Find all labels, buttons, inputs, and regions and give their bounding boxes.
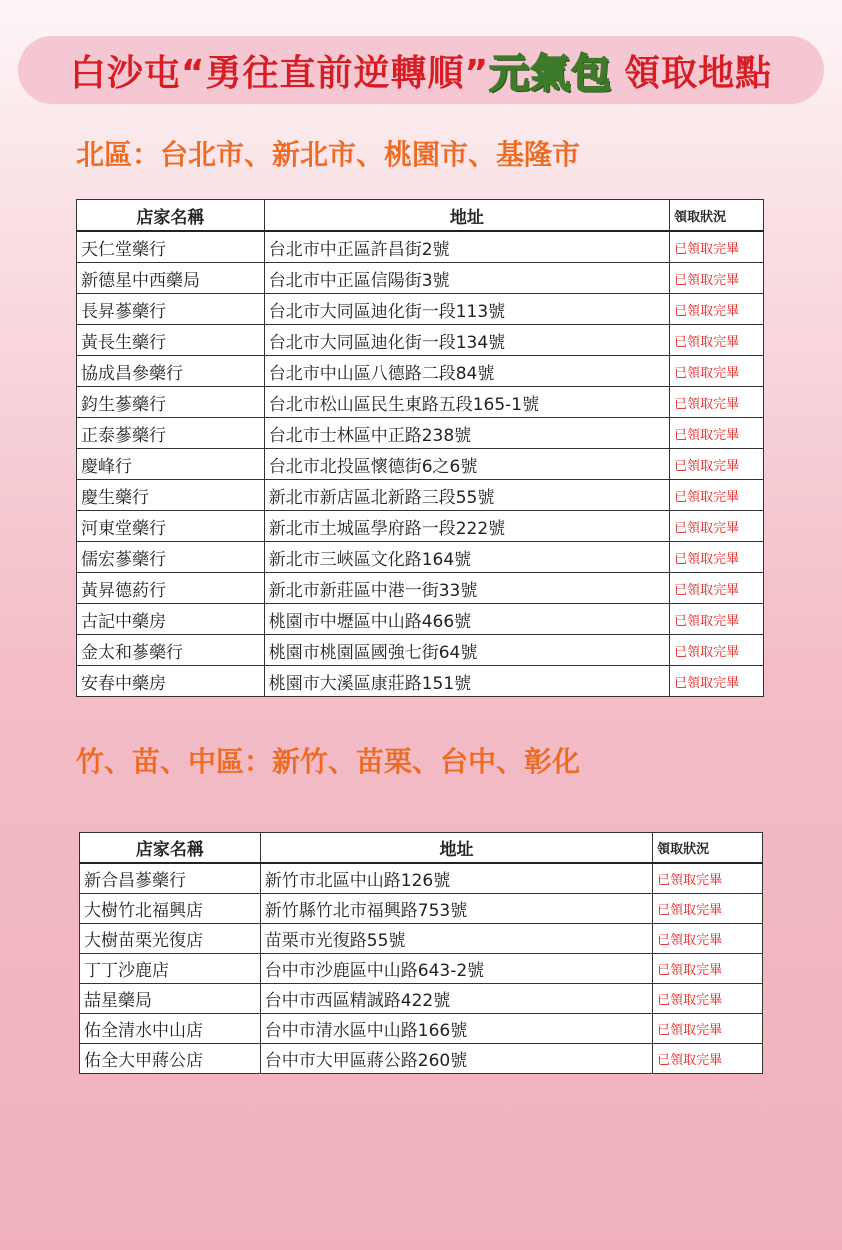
- status-cell: 已領取完畢: [670, 511, 764, 542]
- table-row: [77, 387, 764, 418]
- store-name-cell: 喆星藥局: [80, 984, 261, 1014]
- address-cell: 桃園市桃園區國強七街64號: [264, 635, 669, 666]
- table-row: [77, 356, 764, 387]
- table-row: [80, 863, 763, 894]
- address-cell: 台北市中山區八德路二段84號: [264, 356, 669, 387]
- store-name-cell: 天仁堂藥行: [77, 231, 265, 263]
- store-name-cell: 長昇蔘藥行: [77, 294, 265, 325]
- table-row: [80, 1044, 763, 1074]
- status-cell: 已領取完畢: [653, 1014, 763, 1044]
- table-row: [77, 635, 764, 666]
- address-cell: 新竹縣竹北市福興路753號: [260, 894, 652, 924]
- store-name-cell: 丁丁沙鹿店: [80, 954, 261, 984]
- table-row: [80, 894, 763, 924]
- table-row: [77, 294, 764, 325]
- status-cell: 已領取完畢: [653, 863, 763, 894]
- store-name-cell: 正泰蔘藥行: [77, 418, 265, 449]
- title-prefix: 白沙屯: [69, 52, 181, 94]
- store-name-cell: 河東堂藥行: [77, 511, 265, 542]
- status-cell: 已領取完畢: [670, 356, 764, 387]
- address-cell: 新北市三峽區文化路164號: [264, 542, 669, 573]
- store-name-cell: 古記中藥房: [77, 604, 265, 635]
- address-cell: 台北市中正區許昌街2號: [264, 231, 669, 263]
- address-cell: 台北市北投區懷德街6之6號: [264, 449, 669, 480]
- table-row: [77, 418, 764, 449]
- column-header-address: 地址: [264, 200, 669, 232]
- column-header-status: 領取狀況: [670, 200, 764, 232]
- store-name-cell: 金太和蔘藥行: [77, 635, 265, 666]
- status-cell: 已領取完畢: [670, 449, 764, 480]
- status-cell: 已領取完畢: [653, 984, 763, 1014]
- address-cell: 台北市大同區迪化街一段134號: [264, 325, 669, 356]
- store-name-cell: 慶峰行: [77, 449, 265, 480]
- table-row: [77, 666, 764, 697]
- table-row: [77, 573, 764, 604]
- store-name-cell: 大樹苗栗光復店: [80, 924, 261, 954]
- title-banner: [18, 36, 824, 104]
- store-name-cell: 鈞生蔘藥行: [77, 387, 265, 418]
- column-header-address: 地址: [260, 833, 652, 864]
- table-header-row: [80, 833, 763, 864]
- store-name-cell: 佑全大甲蔣公店: [80, 1044, 261, 1074]
- address-cell: 桃園市中壢區中山路466號: [264, 604, 669, 635]
- column-header-name: 店家名稱: [80, 833, 261, 864]
- status-cell: 已領取完畢: [653, 1044, 763, 1074]
- status-cell: 已領取完畢: [670, 325, 764, 356]
- address-cell: 新竹市北區中山路126號: [260, 863, 652, 894]
- status-cell: 已領取完畢: [670, 573, 764, 604]
- table-header-row: [77, 200, 764, 232]
- table-row: [80, 984, 763, 1014]
- table-row: [77, 325, 764, 356]
- address-cell: 新北市新莊區中港一街33號: [264, 573, 669, 604]
- central-store-table: [79, 832, 763, 1074]
- store-name-cell: 協成昌參藥行: [77, 356, 265, 387]
- address-cell: 台中市西區精誠路422號: [260, 984, 652, 1014]
- store-name-cell: 黃長生藥行: [77, 325, 265, 356]
- status-cell: 已領取完畢: [670, 604, 764, 635]
- title-highlight: 元氣包: [489, 50, 613, 97]
- address-cell: 台中市大甲區蔣公路260號: [260, 1044, 652, 1074]
- table-row: [80, 924, 763, 954]
- status-cell: 已領取完畢: [670, 294, 764, 325]
- table-row: [77, 449, 764, 480]
- address-cell: 台北市大同區迪化街一段113號: [264, 294, 669, 325]
- store-name-cell: 安春中藥房: [77, 666, 265, 697]
- north-store-table: [76, 199, 764, 697]
- title-quote: “勇往直前逆轉順”: [180, 52, 490, 94]
- table-row: [77, 542, 764, 573]
- store-name-cell: 新合昌蔘藥行: [80, 863, 261, 894]
- column-header-status: 領取狀況: [653, 833, 763, 864]
- address-cell: 苗栗市光復路55號: [260, 924, 652, 954]
- status-cell: 已領取完畢: [653, 954, 763, 984]
- address-cell: 台中市清水區中山路166號: [260, 1014, 652, 1044]
- address-cell: 桃園市大溪區康莊路151號: [264, 666, 669, 697]
- address-cell: 台北市士林區中正路238號: [264, 418, 669, 449]
- store-name-cell: 新德星中西藥局: [77, 263, 265, 294]
- table-row: [77, 231, 764, 263]
- status-cell: 已領取完畢: [653, 894, 763, 924]
- store-name-cell: 儒宏蔘藥行: [77, 542, 265, 573]
- status-cell: 已領取完畢: [670, 542, 764, 573]
- central-section-heading: 竹、苗、中區：新竹、苗栗、台中、彰化: [76, 745, 581, 778]
- status-cell: 已領取完畢: [670, 263, 764, 294]
- status-cell: 已領取完畢: [670, 666, 764, 697]
- status-cell: 已領取完畢: [670, 418, 764, 449]
- store-name-cell: 大樹竹北福興店: [80, 894, 261, 924]
- column-header-name: 店家名稱: [77, 200, 265, 232]
- address-cell: 新北市新店區北新路三段55號: [264, 480, 669, 511]
- status-cell: 已領取完畢: [670, 635, 764, 666]
- table-row: [77, 263, 764, 294]
- north-section-heading: 北區：台北市、新北市、桃園市、基隆市: [76, 138, 581, 171]
- address-cell: 新北市土城區學府路一段222號: [264, 511, 669, 542]
- status-cell: 已領取完畢: [670, 480, 764, 511]
- status-cell: 已領取完畢: [653, 924, 763, 954]
- store-name-cell: 佑全清水中山店: [80, 1014, 261, 1044]
- address-cell: 台北市松山區民生東路五段165-1號: [264, 387, 669, 418]
- table-row: [77, 511, 764, 542]
- table-row: [77, 480, 764, 511]
- address-cell: 台北市中正區信陽街3號: [264, 263, 669, 294]
- address-cell: 台中市沙鹿區中山路643-2號: [260, 954, 652, 984]
- table-row: [77, 604, 764, 635]
- store-name-cell: 黃昇德葯行: [77, 573, 265, 604]
- table-row: [80, 954, 763, 984]
- table-row: [80, 1014, 763, 1044]
- status-cell: 已領取完畢: [670, 231, 764, 263]
- store-name-cell: 慶生藥行: [77, 480, 265, 511]
- title-suffix: 領取地點: [624, 52, 773, 94]
- status-cell: 已領取完畢: [670, 387, 764, 418]
